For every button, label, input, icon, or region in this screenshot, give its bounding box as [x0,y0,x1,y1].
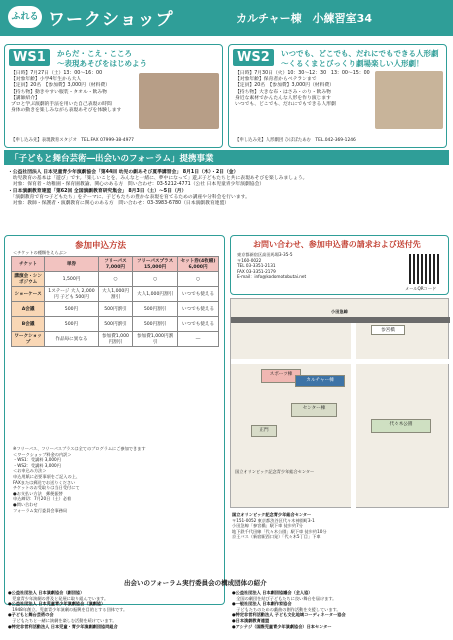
list-item: ●公益社団法人 日本劇団協議会（全人協） [232,590,313,595]
fee-row-label: ワークショップ [12,332,45,347]
ws1-contact: 【申し込み先】表現教育スタジオ TEL.FAX 07999-38-4977 [11,138,134,143]
table-row [12,332,219,347]
orgs-title: 出会いのフォーラム実行委員会の構成団体の紹介 [124,579,267,587]
participation-method-box [4,235,225,605]
method-note: FAXまたは郵送でお送りください [13,479,76,485]
ws2-heading-2: 〜くるくまとびっくり劇場楽しい人形劇！ [281,59,424,68]
map-road [231,359,450,364]
fee-cell: 500円割引 [98,317,133,332]
forum-section-title: 「子どもと舞台芸術―出会いのフォーラム」提携事業 [10,154,214,164]
ws2-line: 【持ち物】大きな布・はさみ・のり・飲み物 [235,89,331,95]
method-note: ＜お申込み方法＞ [13,468,47,474]
method-note: 申込用紙に必要事項をご記入の上、 [13,473,81,479]
forum-section-bar [4,150,449,165]
map-olympic-label: 国立オリンピック記念青少年総合センター [235,469,315,474]
header-bar [0,0,453,36]
ws1-line: 【対象年齢】小学4年生から大人 [11,77,82,83]
fee-table [11,256,219,347]
ws1-photo [139,73,219,129]
forum-text [8,170,445,207]
request-title: お問い合わせ、参加申込書の請求および送付先 [253,240,421,249]
method-note: チケットのお受取りは当日受付にて [13,485,80,491]
qr-label: メールQRコード [405,286,437,291]
fee-cell: 500円割引 [98,302,133,317]
venue-label: カルチャー棟 小練習室34 [236,12,372,25]
table-row [12,287,219,302]
map-sports-building: スポーツ棟 [261,369,301,383]
list-item: 子どもたちと一緒に演劇を楽しむ活動を続けています。 [8,617,117,623]
map-road [351,323,356,509]
request-line: 〒160-0022 [237,257,262,263]
request-text [237,252,387,280]
fee-cell: ○ [178,272,219,287]
fee-col-header: 単券 [45,257,98,272]
map-address-line: 〒151-0052 東京都渋谷区代々木神園町3-1 [232,517,315,523]
method-note: 申込締切：7月20日（土）必着 [13,496,72,502]
fee-cell: いつでも使える [178,302,219,317]
map-main-gate: 正門 [251,425,277,437]
fee-cell: 大人1,000円割引 [98,287,133,302]
method-note: ●お支払い方法 郵便振替 [13,490,63,496]
list-item: ●特定非営利活動法人 子ども文化地域コーディネーター協会 [232,612,346,618]
header-badge: ふれる [8,6,42,28]
qr-code-icon [409,254,439,284]
ws2-contact: 【申し込み先】人形劇団 ひぽぽたあむ TEL.042-369-1246 [235,138,356,143]
forum-line: ・日本演劇教育連盟「第62回 全国演劇教育研究集会」 8月3日（土）〜5日（月） [8,188,187,194]
ws1-line: 【持ち物】動きやすい服装・タオル・飲み物 [11,89,107,95]
list-item: 1948年創立。児童青少年演劇の振興を目的とする団体です。 [8,606,128,612]
fee-row-label: ショーケース [12,287,45,302]
fee-table-caption: ＜チケットの種類をえらぶ＞ [13,250,68,255]
fee-cell: 1,500円 [45,272,98,287]
list-item: ●一般社団法人 日本劇作家協会 [232,601,292,607]
request-line[interactable]: E-mail：info@kodomotobutai.net [237,274,307,280]
ws1-line: 身体の動きを楽しみながら表現あそびを体験します [11,108,122,114]
orgs-left-list [8,590,218,629]
ws1-tag: WS1 [9,49,50,66]
fee-cell: 500円割引 [133,302,178,317]
list-item: ●公益社団法人 日本演劇協会（劇団協） [8,590,85,595]
fee-col-header: チケット [12,257,45,272]
table-row [12,317,219,332]
fee-cell: ○ [133,272,178,287]
fee-row-label: 講演会・シンポジウム [12,272,45,287]
method-note: ＜ワークショップ料金の内訳＞ [13,451,72,457]
table-row [12,302,219,317]
forum-line: ・公益社団法人 日本児童青少年演劇協会「第44回 幼児の劇あそび夏季講習会」 8月1日（木）・2日（金） [8,170,239,175]
ws2-line: いつでも、どこでも、だれにでもできる人形劇 [235,102,336,108]
fee-col-header: フリーパス 7,000円 [98,257,133,272]
method-note: ●問い合わせ [13,501,38,507]
fee-cell: 作品毎に異なる [45,332,98,347]
list-item: ●公益社団法人 日本児童青少年演劇協会（演劇協） [8,601,106,607]
fee-cell: 参加費1,000円割引 [133,332,178,347]
map-culture-building: カルチャー棟 [295,375,345,387]
map-address-line: 国立オリンピック記念青少年総合センター [232,512,312,517]
list-item: 児童青少年演劇の普及と発展に取り組んでいます。 [8,595,109,601]
fee-cell: 500円割引 [133,317,178,332]
fee-cell: いつでも使える [178,317,219,332]
list-item: 子どもたちのための戯曲の創作活動を支援しています。 [232,606,341,612]
forum-line: 幼児教育の基本は「遊び」です。「楽しいことを、みんなと一緒に、夢中になって」遊ぶ子どもたちと共に表現あそびを楽しみましょう。 [8,176,308,182]
ws2-line: 【定員】20名 【参加費】3,000円（材料費） [235,83,334,89]
page-title: ワークショップ [48,10,174,30]
ws2-heading [281,49,439,69]
ws1-heading [57,49,147,69]
ws1-heading-2: 〜表現あそびをはじめよう [57,59,147,68]
table-row [12,272,219,287]
map-address-line: 京王バス（新宿駅西口発）「代々木5丁目」下車 [232,534,321,540]
method-note: ・WS1：受講料 3,000円 [13,457,61,463]
fee-row-label: A会議 [12,302,45,317]
fee-cell: 1ステージ 大人 2,000円 子ども 500円 [45,287,98,302]
request-box [230,235,449,295]
ws2-info [235,71,373,108]
request-line: FAX 03-3351-2179 [237,268,276,274]
fee-cell: いつでも使える [178,287,219,302]
ws2-tag: WS2 [233,49,274,66]
ws2-line: 身近な素材でかんたんな人形を作り演じます [235,95,331,101]
list-item: ●子どもと舞台芸術の会 [8,612,54,618]
list-item: ●日本演劇教育連盟 [232,617,270,623]
request-line: TEL 03-3351-2131 [237,263,276,269]
map-sando-station: 参宮橋 [371,325,405,335]
ws1-line: 【講師紹介】 [11,95,40,101]
list-item: ●特定非営利活動法人 日本児童・青少年演劇劇団協同組合 [8,623,118,629]
ws1-heading-1: からだ・こえ・こころ [57,49,132,58]
fee-col-header: フリーパスプラス 15,000円 [133,257,178,272]
ws2-line: 【日時】7月30日（火）10：30〜12：30 13：00〜15：00 [235,71,370,76]
method-note: フォーラム実行委員会事務局 [13,507,68,513]
map-center-building: センター棟 [291,403,337,417]
method-note: ・WS2：受講料 3,000円 [13,462,61,468]
ws1-line: プロと学ぶ演劇的手法を用いた自己表現の時間 [11,102,112,108]
fee-cell: ○ [98,272,133,287]
fee-cell: 500円 [45,317,98,332]
ws2-heading-1: いつでも、どこでも、だれにでもできる人形劇 [281,49,439,58]
workshop-1-box [4,44,223,148]
fee-cell: ― [178,332,219,347]
ws1-info [11,71,131,114]
ws2-line: 【対象年齢】保育者からベテランまで [235,77,317,83]
method-title: 参加申込方法 [75,241,127,251]
fee-row-label: B会議 [12,317,45,332]
fee-col-header: セット券(4枚綴) 6,000円 [178,257,219,272]
request-line: 東京都新宿区高田馬場3-35-5 [237,252,293,257]
map-park: 代々木公園 [371,419,431,433]
fee-cell: 大人1,000円割引 [133,287,178,302]
map-address [232,512,447,540]
ws1-line: 【定員】20名 【参加費】3,000円（材料費） [11,83,110,89]
fee-cell: 500円 [45,302,98,317]
ws2-photo [375,71,443,129]
ws1-line: 【日時】7月27日（土）13：00〜16：00 [11,71,103,76]
method-notes [13,446,218,513]
railway-line [231,317,450,323]
forum-line: 「演劇教育で育つ子どもたち」をテーマに、子どもたちの豊かな表現を育てるための講座や分科会を行います。 [8,194,250,200]
fee-cell: 参加費1,000円割引 [98,332,133,347]
fee-table-header [12,257,219,272]
list-item: ●アシテジ（国際児童青少年演劇協会）日本センター [232,623,332,629]
map-address-line: 地下鉄千代田線「代々木公園」駅下車 徒歩約10分 [232,528,327,534]
list-item: 全国の劇団を結び子どもたちに良い舞台を届けます。 [232,595,337,601]
map-station-label: 小田急線 [331,309,348,314]
access-map [230,298,449,508]
orgs-right-list [232,590,446,629]
workshop-2-box [228,44,447,148]
method-note: ※フリーパス、フリーパスプラスは全てのプログラムにご参加できます [13,446,146,451]
map-address-line: 小田急線「参宮橋」駅下車 徒歩約7分 [232,523,303,529]
forum-line: 対象：保育者・幼稚園・保育園教諭、関心のある方 問い合わせ：03-5212-4771（公社 日本児童青少年演劇協会） [8,182,265,188]
forum-line: 対象：教師・保護者・演劇教育に関心のある方 問い合わせ：03-3983-6780（日本演劇教育連盟） [8,201,230,207]
